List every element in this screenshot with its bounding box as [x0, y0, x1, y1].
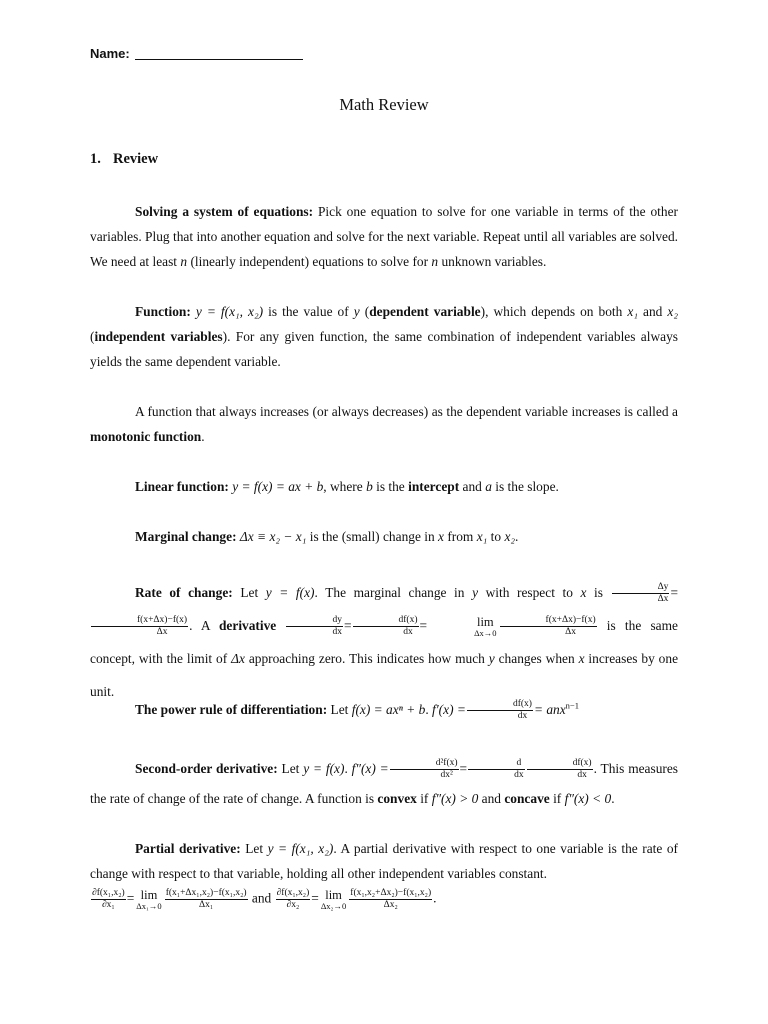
- para-function: [90, 299, 678, 374]
- para-system-of-equations: [90, 199, 678, 274]
- term-linear-function: Linear function:: [135, 479, 229, 494]
- math-var: x: [578, 651, 585, 666]
- para-power-rule: [90, 696, 678, 724]
- para-text: (linearly independent) equations to solve for: [187, 254, 432, 269]
- para-partial-derivative: [90, 836, 678, 911]
- limit-operator: lim Δx₂→0: [320, 887, 347, 911]
- fraction-d-dx: $\frac{d}{dx}$: [468, 758, 525, 781]
- para-monotonic: [90, 399, 678, 449]
- section-label: Review: [113, 151, 159, 167]
- para-text: and: [459, 479, 486, 494]
- equals-sign: =: [311, 890, 319, 906]
- fraction-difference-quotient: $\frac{f(x+\Delta x)-f(x)}{\Delta x}$: [91, 615, 188, 638]
- math-var: x₁: [627, 304, 638, 319]
- math-var: Δx: [231, 651, 245, 666]
- para-text: and: [478, 791, 505, 806]
- para-text: .: [344, 761, 352, 776]
- name-label: Name:: [90, 46, 130, 61]
- para-text: .: [611, 791, 615, 806]
- para-text: is the value of: [263, 304, 354, 319]
- page-title: Math Review: [339, 95, 429, 114]
- section-heading: [90, 151, 678, 168]
- term-intercept: intercept: [408, 479, 460, 494]
- math-expr: y = f(x₁, x₂): [267, 841, 334, 856]
- para-text: (: [359, 304, 370, 319]
- para-text: changes when: [494, 651, 579, 666]
- para-text: ), which depends on both: [480, 304, 628, 319]
- para-text: is the slope.: [491, 479, 559, 494]
- limit-operator: lim Δx₁→0: [136, 887, 162, 911]
- para-text: .: [433, 890, 437, 906]
- para-text: with respect to: [478, 585, 581, 600]
- para-second-order-derivative: [90, 754, 678, 814]
- equals-sign: =: [459, 761, 468, 776]
- term-rate-of-change: Rate of change:: [135, 585, 233, 600]
- math-expr: Δx ≡ x₂ − x₁: [239, 529, 307, 544]
- term-partial-derivative: Partial derivative:: [135, 841, 241, 856]
- term-monotonic-function: monotonic function: [90, 429, 202, 444]
- para-text: A function that always increases (or always decreases) as the dependent variable increases is called a: [135, 404, 678, 419]
- math-var: x₂: [504, 529, 516, 544]
- para-text: Let: [327, 702, 352, 717]
- para-text: (: [90, 329, 95, 344]
- math-expr: f″(x) > 0: [431, 791, 479, 806]
- para-text: is: [586, 585, 611, 600]
- fraction-dy-dx: $\frac{\Delta y}{\Delta x}$: [612, 582, 670, 605]
- para-text: is the: [372, 479, 409, 494]
- para-text: unknown variables.: [438, 254, 547, 269]
- term-function: Function:: [135, 304, 191, 319]
- fraction-partial-difference-x1: $\frac{\text{f(x₁+Δx₁,x₂)−f(x₁,x₂)}}{\text{Δx₁}}$: [165, 888, 247, 910]
- exponent: n−1: [565, 700, 579, 711]
- math-var: y: [488, 651, 495, 666]
- para-text: and: [248, 890, 275, 906]
- fraction-df-dx: $\frac{df(x)}{dx}$: [353, 615, 419, 638]
- fraction-df-dx: $\frac{df(x)}{dx}$: [467, 699, 533, 722]
- fraction-partial-x1: $\frac{\text{∂f(x₁,x₂)}}{\text{∂x₁}}$: [92, 888, 125, 910]
- term-independent-variables: independent variables: [94, 329, 223, 344]
- para-text: , where: [323, 479, 367, 494]
- fraction-partial-difference-x2: $\frac{\text{f(x₁,x₂+Δx₂)−f(x₁,x₂)}}{\text{Δx₂}}$: [350, 888, 432, 910]
- para-text: and: [638, 304, 668, 319]
- para-text: approaching zero. This indicates how much: [244, 651, 489, 666]
- fraction-dy-dx: $\frac{dy}{dx}$: [286, 615, 343, 638]
- para-linear-function: [90, 474, 678, 499]
- para-text: increases by one unit.: [90, 651, 679, 699]
- para-text: if: [549, 791, 565, 806]
- math-var: n: [431, 254, 439, 269]
- math-expr: = anx: [533, 702, 566, 717]
- math-expr: f″(x) =: [351, 761, 389, 776]
- para-text: from: [443, 529, 477, 544]
- name-blank-line: [135, 49, 303, 60]
- fraction-df-dx: $\frac{df(x)}{dx}$: [527, 758, 593, 781]
- math-expr: y = f(x₁, x₂): [195, 304, 264, 319]
- para-text: . This measures the rate of change of the rate of change. A function is: [90, 761, 679, 806]
- math-var: y: [353, 304, 360, 319]
- term-convex: convex: [377, 791, 417, 806]
- para-text: is the same concept, with the limit of: [90, 618, 678, 666]
- para-text: Let: [277, 761, 304, 776]
- math-expr: y = f(x) = ax + b: [232, 479, 324, 494]
- term-derivative: derivative: [218, 618, 277, 633]
- term-second-order-derivative: Second-order derivative:: [135, 761, 278, 776]
- para-marginal-change: [90, 524, 678, 549]
- math-var: x: [438, 529, 444, 544]
- fraction-difference-quotient: $\frac{f(x+\Delta x)-f(x)}{\Delta x}$: [500, 615, 597, 638]
- term-dependent-variable: dependent variable: [369, 304, 481, 319]
- para-text: Pick one equation to solve for one variable in terms of the other variables. Plug that into another equation and solve for the next variable. Repeat until all variables are solved. We need at least: [90, 204, 678, 269]
- fraction-partial-x2: $\frac{\text{∂f(x₁,x₂)}}{\text{∂x₂}}$: [276, 888, 310, 910]
- para-text: Let: [240, 841, 268, 856]
- equals-sign: =: [670, 585, 678, 600]
- math-var: b: [366, 479, 373, 494]
- para-rate-of-change: [90, 576, 678, 708]
- math-var: x₂: [667, 304, 679, 319]
- para-text: .: [515, 529, 519, 544]
- term-concave: concave: [504, 791, 550, 806]
- term-power-rule: The power rule of differentiation:: [135, 702, 328, 717]
- section-number: 1.: [90, 151, 101, 167]
- para-text: .: [425, 702, 433, 717]
- para-text: if: [416, 791, 432, 806]
- math-expr: f′(x) =: [432, 702, 466, 717]
- para-text: .: [201, 429, 205, 444]
- fraction-second-derivative: $\frac{\text{d²f(x)}}{\text{dx²}}$: [390, 758, 459, 781]
- name-field-line: [90, 46, 678, 61]
- para-text: Let: [232, 585, 266, 600]
- math-var: x₁: [476, 529, 488, 544]
- math-var: y: [472, 585, 479, 600]
- math-expr: y = f(x): [265, 585, 315, 600]
- para-text: . The marginal change in: [314, 585, 473, 600]
- term-marginal-change: Marginal change:: [135, 529, 237, 544]
- partial-derivative-formulas: [90, 888, 678, 911]
- para-text: . A: [189, 618, 219, 633]
- para-text: . A partial derivative with respect to one variable is the rate of change with respect to that variable, holding all other independent variables constant.: [90, 841, 679, 881]
- equals-sign: =: [126, 890, 135, 906]
- equals-sign: =: [419, 618, 428, 633]
- para-text: to: [487, 529, 505, 544]
- math-var: x: [580, 585, 587, 600]
- math-expr: f″(x) < 0: [564, 791, 612, 806]
- math-expr: y = f(x): [303, 761, 345, 776]
- math-expr: f(x) = axⁿ + b: [351, 702, 426, 717]
- math-var: n: [180, 254, 188, 269]
- math-var: a: [485, 479, 492, 494]
- para-text: ). For any given function, the same combination of independent variables always yields the same dependent variable.: [90, 329, 678, 369]
- limit-operator: lim Δx→0: [474, 614, 497, 638]
- para-text: is the (small) change in: [306, 529, 439, 544]
- term-system-of-equations: Solving a system of equations:: [135, 204, 314, 219]
- equals-sign: =: [343, 618, 352, 633]
